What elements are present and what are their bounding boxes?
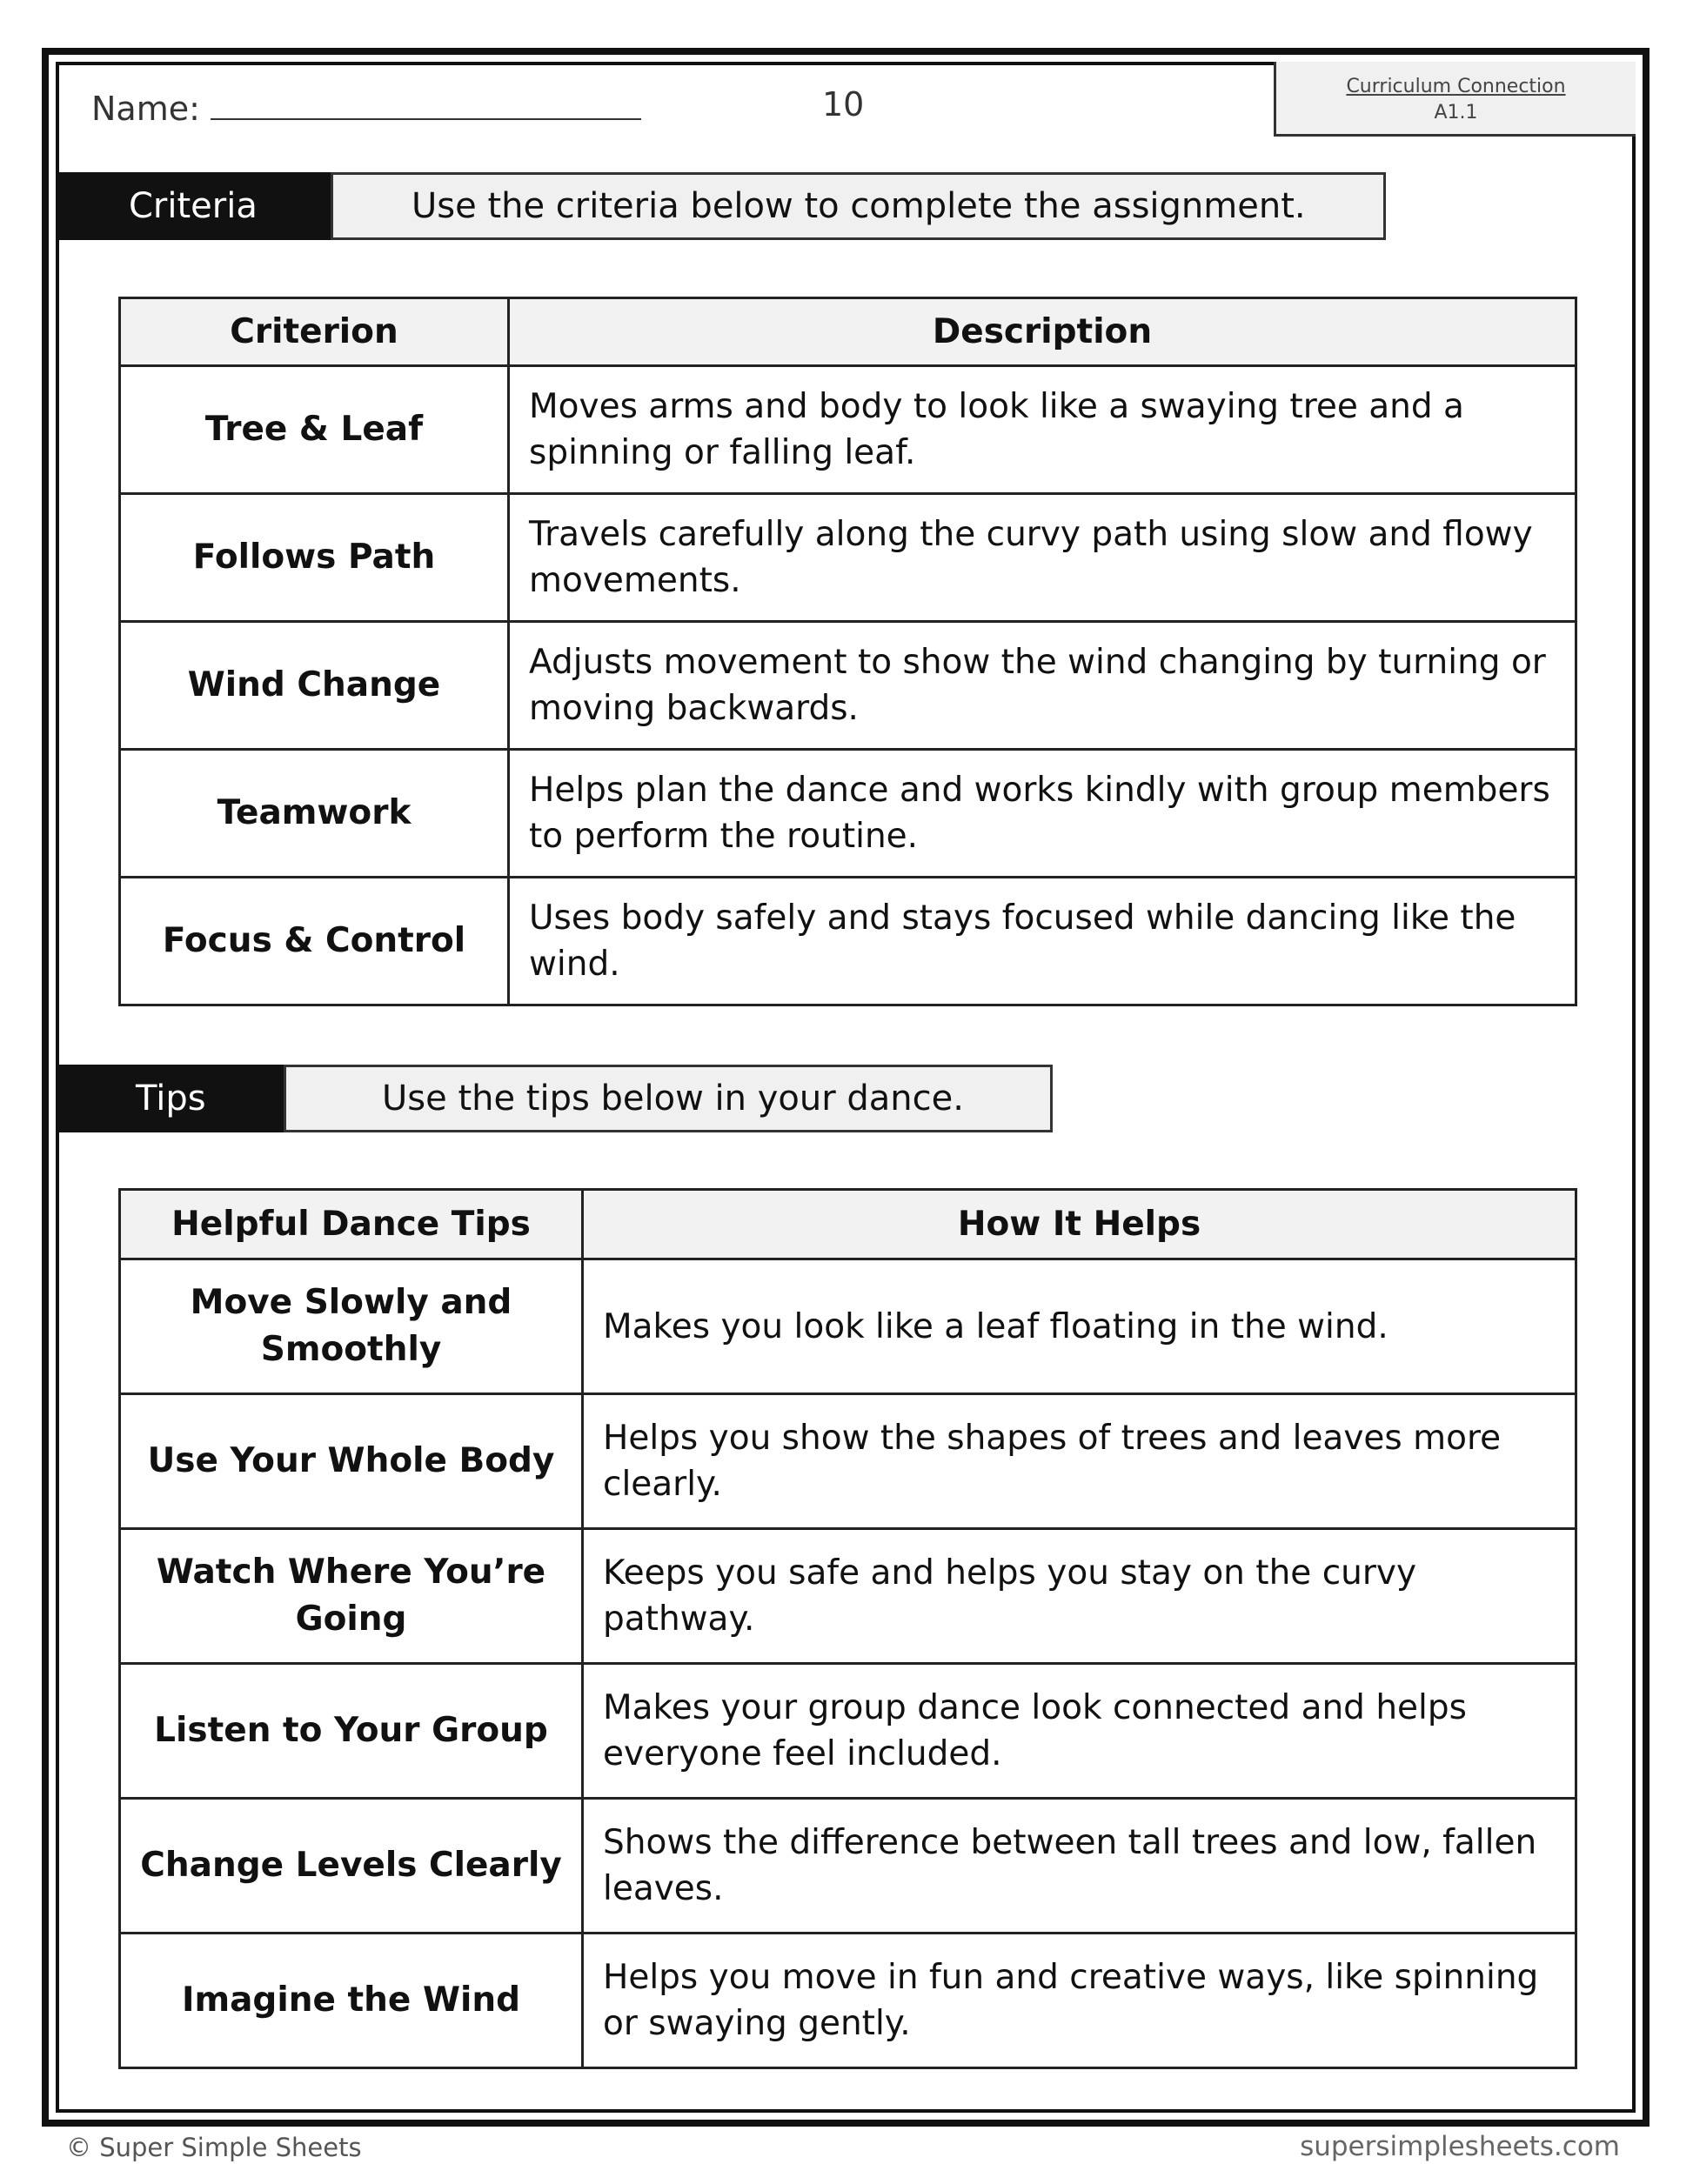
tips-table-header-row — [120, 1190, 1576, 1259]
table-row — [120, 1529, 1576, 1664]
criterion-description: Uses body safely and stays focused while dancing like the wind. — [509, 878, 1576, 1005]
table-row — [120, 366, 1576, 494]
tip-name: Listen to Your Group — [120, 1664, 583, 1799]
table-row — [120, 1799, 1576, 1934]
column-header-description: Description — [509, 298, 1576, 366]
copyright-notice: © Super Simple Sheets — [66, 2133, 362, 2162]
website-link[interactable]: supersimplesheets.com — [1300, 2131, 1620, 2162]
tip-name: Move Slowly and Smoothly — [120, 1259, 583, 1394]
table-row — [120, 622, 1576, 750]
tip-name: Watch Where You’re Going — [120, 1529, 583, 1664]
criteria-instruction: Use the criteria below to complete the assignment. — [331, 172, 1386, 240]
tip-description: Makes you look like a leaf floating in the wind. — [583, 1259, 1576, 1394]
criteria-table — [118, 297, 1577, 1006]
tip-name: Imagine the Wind — [120, 1934, 583, 2068]
tip-description: Keeps you safe and helps you stay on the curvy pathway. — [583, 1529, 1576, 1664]
criterion-name: Tree & Leaf — [120, 366, 509, 494]
criterion-name: Follows Path — [120, 494, 509, 622]
criterion-description: Travels carefully along the curvy path using slow and flowy movements. — [509, 494, 1576, 622]
table-row — [120, 1394, 1576, 1529]
table-row — [120, 494, 1576, 622]
table-row — [120, 1664, 1576, 1799]
tip-name: Change Levels Clearly — [120, 1799, 583, 1934]
criterion-description: Moves arms and body to look like a swaying tree and a spinning or falling leaf. — [509, 366, 1576, 494]
column-header-how-it-helps: How It Helps — [583, 1190, 1576, 1259]
table-row — [120, 878, 1576, 1005]
criterion-description: Adjusts movement to show the wind changing by turning or moving backwards. — [509, 622, 1576, 750]
criterion-name: Teamwork — [120, 750, 509, 878]
tips-instruction: Use the tips below in your dance. — [284, 1065, 1053, 1132]
curriculum-connection-box — [1274, 62, 1636, 137]
name-blank-line[interactable] — [211, 85, 641, 120]
tips-label: Tips — [59, 1065, 284, 1132]
tip-description: Helps you show the shapes of trees and leaves more clearly. — [583, 1394, 1576, 1529]
table-row — [120, 1259, 1576, 1394]
curriculum-title: Curriculum Connection — [1346, 76, 1566, 97]
criteria-table-header-row — [120, 298, 1576, 366]
name-field — [91, 85, 641, 128]
table-row — [120, 1934, 1576, 2068]
tips-table — [118, 1188, 1577, 2069]
curriculum-code: A1.1 — [1434, 102, 1478, 124]
table-row — [120, 750, 1576, 878]
page-number: 10 — [822, 85, 865, 124]
criterion-name: Focus & Control — [120, 878, 509, 1005]
column-header-helpful-dance-tips: Helpful Dance Tips — [120, 1190, 583, 1259]
criterion-description: Helps plan the dance and works kindly with group members to perform the routine. — [509, 750, 1576, 878]
tip-description: Helps you move in fun and creative ways, like spinning or swaying gently. — [583, 1934, 1576, 2068]
tip-name: Use Your Whole Body — [120, 1394, 583, 1529]
criteria-section-header — [59, 172, 1386, 240]
tip-description: Makes your group dance look connected and helps everyone feel included. — [583, 1664, 1576, 1799]
tips-section-header — [59, 1065, 1053, 1132]
criterion-name: Wind Change — [120, 622, 509, 750]
name-label: Name: — [91, 90, 200, 128]
tip-description: Shows the difference between tall trees and low, fallen leaves. — [583, 1799, 1576, 1934]
column-header-criterion: Criterion — [120, 298, 509, 366]
criteria-label: Criteria — [59, 172, 331, 240]
